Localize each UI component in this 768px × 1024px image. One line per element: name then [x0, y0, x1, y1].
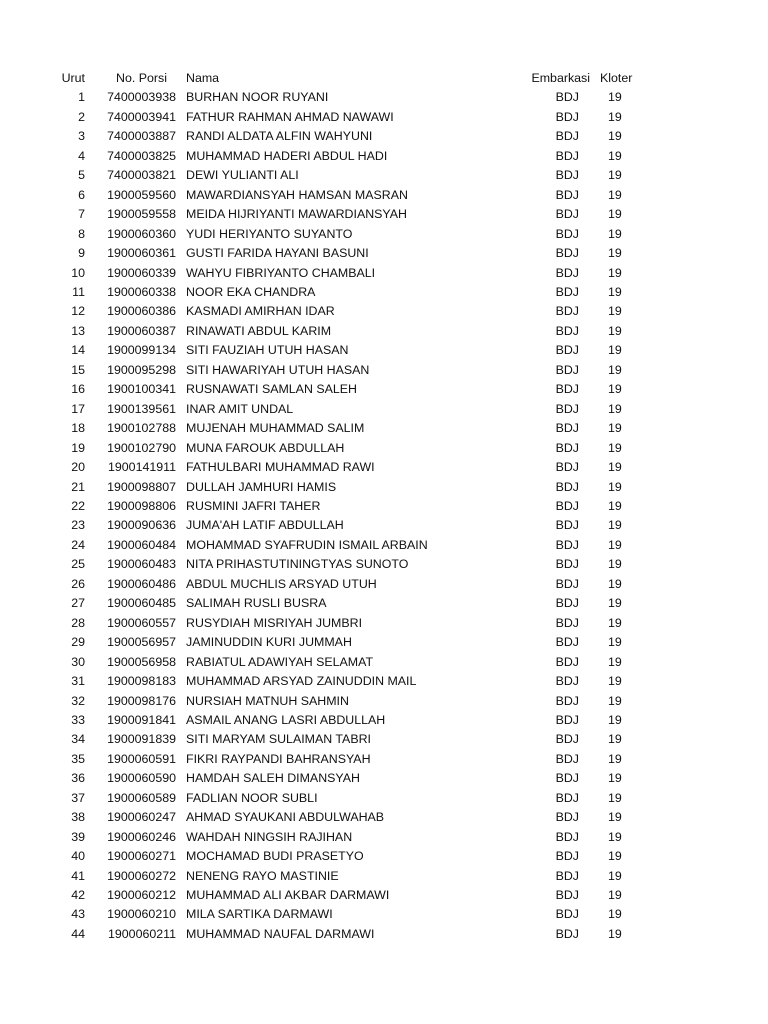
cell-embarkasi: BDJ	[555, 479, 579, 494]
cell-embarkasi: BDJ	[555, 907, 579, 922]
cell-no-porsi: 1900098183	[107, 674, 176, 689]
table-row	[0, 516, 640, 535]
cell-embarkasi: BDJ	[555, 751, 579, 766]
cell-no-porsi: 1900102790	[107, 440, 176, 455]
cell-no-porsi: 1900060246	[107, 829, 176, 844]
cell-embarkasi: BDJ	[555, 148, 579, 163]
cell-nama: DEWI YULIANTI ALI	[186, 168, 299, 183]
cell-nama: YUDI HERIYANTO SUYANTO	[186, 226, 353, 241]
cell-embarkasi: BDJ	[555, 109, 579, 124]
cell-nama: WAHYU FIBRIYANTO CHAMBALI	[186, 265, 376, 280]
table-row	[0, 692, 640, 711]
table-row	[0, 711, 640, 730]
table-row	[0, 380, 640, 399]
cell-kloter: 19	[608, 479, 622, 494]
cell-nama: FATHUR RAHMAN AHMAD NAWAWI	[186, 109, 394, 124]
cell-kloter: 19	[608, 888, 622, 903]
cell-no-porsi: 1900102788	[107, 421, 176, 436]
cell-urut: 8	[78, 226, 85, 241]
cell-no-porsi: 1900060484	[107, 537, 176, 552]
cell-nama: NITA PRIHASTUTININGTYAS SUNOTO	[186, 557, 409, 572]
cell-nama: MAWARDIANSYAH HAMSAN MASRAN	[186, 187, 408, 202]
cell-kloter: 19	[608, 829, 622, 844]
cell-urut: 14	[71, 343, 85, 358]
cell-no-porsi: 1900060212	[107, 888, 176, 903]
table-row	[0, 458, 640, 477]
cell-kloter: 19	[608, 440, 622, 455]
cell-nama: GUSTI FARIDA HAYANI BASUNI	[186, 246, 369, 261]
cell-no-porsi: 1900060485	[107, 596, 176, 611]
cell-kloter: 19	[608, 635, 622, 650]
cell-embarkasi: BDJ	[555, 693, 579, 708]
cell-urut: 34	[71, 732, 85, 747]
cell-no-porsi: 1900060211	[108, 926, 176, 941]
cell-embarkasi: BDJ	[555, 829, 579, 844]
table-row	[0, 400, 640, 419]
cell-embarkasi: BDJ	[555, 674, 579, 689]
table-row	[0, 769, 640, 788]
header-urut: Urut	[61, 71, 85, 85]
cell-no-porsi: 1900060483	[107, 557, 176, 572]
cell-no-porsi: 1900060557	[107, 615, 176, 630]
cell-urut: 13	[71, 323, 85, 338]
cell-embarkasi: BDJ	[555, 440, 579, 455]
cell-embarkasi: BDJ	[555, 557, 579, 572]
cell-urut: 4	[78, 148, 85, 163]
cell-nama: MUNA FAROUK ABDULLAH	[186, 440, 345, 455]
cell-nama: JUMA'AH LATIF ABDULLAH	[186, 518, 344, 533]
cell-nama: DULLAH JAMHURI HAMIS	[186, 479, 337, 494]
cell-no-porsi: 1900059558	[107, 207, 176, 222]
cell-nama: INAR AMIT UNDAL	[186, 401, 294, 416]
table-row	[0, 672, 640, 691]
cell-no-porsi: 1900060339	[107, 265, 176, 280]
cell-embarkasi: BDJ	[555, 323, 579, 338]
table-row	[0, 867, 640, 886]
table-row	[0, 925, 640, 944]
cell-embarkasi: BDJ	[555, 654, 579, 669]
cell-nama: RABIATUL ADAWIYAH SELAMAT	[186, 654, 374, 669]
cell-nama: HAMDAH SALEH DIMANSYAH	[186, 771, 360, 786]
cell-nama: ASMAIL ANANG LASRI ABDULLAH	[186, 712, 386, 727]
cell-kloter: 19	[608, 109, 622, 124]
cell-embarkasi: BDJ	[555, 382, 579, 397]
cell-embarkasi: BDJ	[555, 790, 579, 805]
cell-urut: 31	[71, 674, 85, 689]
cell-kloter: 19	[608, 343, 622, 358]
cell-kloter: 19	[608, 382, 622, 397]
cell-no-porsi: 1900060386	[107, 304, 176, 319]
cell-kloter: 19	[608, 148, 622, 163]
table-row	[0, 536, 640, 555]
cell-embarkasi: BDJ	[555, 712, 579, 727]
cell-urut: 26	[71, 576, 85, 591]
cell-nama: ABDUL MUCHLIS ARSYAD UTUH	[186, 576, 377, 591]
cell-nama: NENENG RAYO MASTINIE	[186, 868, 339, 883]
cell-kloter: 19	[608, 518, 622, 533]
cell-embarkasi: BDJ	[555, 460, 579, 475]
cell-embarkasi: BDJ	[555, 187, 579, 202]
cell-kloter: 19	[608, 187, 622, 202]
cell-kloter: 19	[608, 498, 622, 513]
cell-urut: 24	[71, 537, 85, 552]
cell-no-porsi: 1900060210	[107, 907, 176, 922]
cell-kloter: 19	[608, 421, 622, 436]
cell-embarkasi: BDJ	[555, 596, 579, 611]
cell-nama: SITI FAUZIAH UTUH HASAN	[186, 343, 349, 358]
cell-embarkasi: BDJ	[555, 518, 579, 533]
table-row	[0, 205, 640, 224]
cell-embarkasi: BDJ	[555, 421, 579, 436]
cell-nama: RUSYDIAH MISRIYAH JUMBRI	[186, 615, 363, 630]
cell-urut: 7	[78, 207, 85, 222]
cell-urut: 39	[71, 829, 85, 844]
cell-nama: AHMAD SYAUKANI ABDULWAHAB	[186, 810, 385, 825]
cell-urut: 36	[71, 771, 85, 786]
cell-no-porsi: 7400003821	[107, 168, 176, 183]
cell-urut: 32	[71, 693, 85, 708]
table-row	[0, 555, 640, 574]
table-row	[0, 789, 640, 808]
cell-kloter: 19	[608, 265, 622, 280]
cell-urut: 15	[71, 362, 85, 377]
cell-embarkasi: BDJ	[555, 868, 579, 883]
cell-urut: 1	[78, 90, 85, 105]
cell-no-porsi: 1900060271	[107, 849, 176, 864]
cell-urut: 29	[71, 635, 85, 650]
table-row	[0, 575, 640, 594]
cell-nama: SALIMAH RUSLI BUSRA	[186, 596, 327, 611]
cell-urut: 38	[71, 810, 85, 825]
cell-no-porsi: 1900060360	[107, 226, 176, 241]
table-header-row	[0, 69, 640, 88]
cell-embarkasi: BDJ	[555, 246, 579, 261]
pilgrim-list-sheet	[0, 69, 768, 944]
cell-urut: 5	[78, 168, 85, 183]
cell-kloter: 19	[608, 771, 622, 786]
table-row	[0, 341, 640, 360]
cell-kloter: 19	[608, 207, 622, 222]
table-row	[0, 847, 640, 866]
cell-kloter: 19	[608, 868, 622, 883]
table-row	[0, 244, 640, 263]
cell-kloter: 19	[608, 810, 622, 825]
cell-embarkasi: BDJ	[555, 129, 579, 144]
cell-nama: RANDI ALDATA ALFIN WAHYUNI	[186, 129, 373, 144]
cell-urut: 3	[78, 129, 85, 144]
cell-kloter: 19	[608, 732, 622, 747]
cell-kloter: 19	[608, 362, 622, 377]
cell-urut: 44	[71, 926, 85, 941]
cell-nama: MUJENAH MUHAMMAD SALIM	[186, 421, 365, 436]
cell-urut: 40	[71, 849, 85, 864]
table-row	[0, 633, 640, 652]
cell-nama: SITI MARYAM SULAIMAN TABRI	[186, 732, 371, 747]
cell-embarkasi: BDJ	[555, 771, 579, 786]
cell-embarkasi: BDJ	[555, 635, 579, 650]
cell-no-porsi: 1900060387	[107, 323, 176, 338]
cell-nama: MUHAMMAD NAUFAL DARMAWI	[186, 926, 375, 941]
cell-kloter: 19	[608, 926, 622, 941]
cell-urut: 2	[78, 109, 85, 124]
cell-no-porsi: 1900060591	[107, 751, 176, 766]
cell-urut: 25	[71, 557, 85, 572]
cell-nama: MUHAMMAD ALI AKBAR DARMAWI	[186, 888, 390, 903]
cell-urut: 17	[71, 401, 85, 416]
cell-no-porsi: 7400003938	[107, 90, 176, 105]
cell-embarkasi: BDJ	[555, 615, 579, 630]
cell-no-porsi: 7400003887	[107, 129, 176, 144]
cell-nama: RINAWATI ABDUL KARIM	[186, 323, 332, 338]
cell-urut: 6	[78, 187, 85, 202]
cell-embarkasi: BDJ	[555, 362, 579, 377]
cell-kloter: 19	[608, 654, 622, 669]
cell-kloter: 19	[608, 849, 622, 864]
cell-urut: 9	[78, 246, 85, 261]
cell-nama: NURSIAH MATNUH SAHMIN	[186, 693, 349, 708]
cell-kloter: 19	[608, 751, 622, 766]
cell-kloter: 19	[608, 712, 622, 727]
cell-kloter: 19	[608, 907, 622, 922]
cell-kloter: 19	[608, 246, 622, 261]
cell-kloter: 19	[608, 596, 622, 611]
cell-kloter: 19	[608, 323, 622, 338]
cell-no-porsi: 1900060589	[107, 790, 176, 805]
header-embarkasi: Embarkasi	[531, 71, 590, 85]
cell-urut: 30	[71, 654, 85, 669]
cell-embarkasi: BDJ	[555, 498, 579, 513]
cell-nama: RUSNAWATI SAMLAN SALEH	[186, 382, 357, 397]
cell-kloter: 19	[608, 168, 622, 183]
cell-nama: MUHAMMAD ARSYAD ZAINUDDIN MAIL	[186, 674, 417, 689]
cell-no-porsi: 1900098806	[107, 498, 176, 513]
cell-embarkasi: BDJ	[555, 401, 579, 416]
cell-urut: 22	[71, 498, 85, 513]
cell-embarkasi: BDJ	[555, 537, 579, 552]
cell-embarkasi: BDJ	[555, 926, 579, 941]
cell-nama: SITI HAWARIYAH UTUH HASAN	[186, 362, 370, 377]
cell-no-porsi: 1900091839	[107, 732, 176, 747]
cell-no-porsi: 1900100341	[107, 382, 176, 397]
cell-embarkasi: BDJ	[555, 576, 579, 591]
header-no-porsi: No. Porsi	[116, 71, 167, 85]
cell-nama: RUSMINI JAFRI TAHER	[186, 498, 321, 513]
cell-no-porsi: 1900060338	[107, 284, 176, 299]
table-row	[0, 808, 640, 827]
cell-urut: 18	[71, 421, 85, 436]
table-row	[0, 361, 640, 380]
table-row	[0, 264, 640, 283]
cell-nama: JAMINUDDIN KURI JUMMAH	[186, 635, 352, 650]
cell-urut: 35	[71, 751, 85, 766]
cell-no-porsi: 1900141911	[108, 460, 176, 475]
table-row	[0, 750, 640, 769]
table-row	[0, 147, 640, 166]
cell-embarkasi: BDJ	[555, 265, 579, 280]
cell-no-porsi: 1900060361	[107, 246, 176, 261]
cell-kloter: 19	[608, 537, 622, 552]
table-row	[0, 478, 640, 497]
cell-nama: FIKRI RAYPANDI BAHRANSYAH	[186, 751, 371, 766]
cell-nama: MEIDA HIJRIYANTI MAWARDIANSYAH	[186, 207, 407, 222]
table-row	[0, 439, 640, 458]
cell-kloter: 19	[608, 674, 622, 689]
cell-nama: MOHAMMAD SYAFRUDIN ISMAIL ARBAIN	[186, 537, 428, 552]
cell-urut: 11	[72, 284, 85, 299]
cell-urut: 42	[71, 888, 85, 903]
cell-no-porsi: 1900091841	[107, 712, 176, 727]
cell-kloter: 19	[608, 615, 622, 630]
header-kloter: Kloter	[600, 71, 633, 85]
cell-kloter: 19	[608, 226, 622, 241]
table-row	[0, 166, 640, 185]
cell-kloter: 19	[608, 557, 622, 572]
cell-no-porsi: 1900059560	[107, 187, 176, 202]
cell-urut: 27	[71, 596, 85, 611]
cell-embarkasi: BDJ	[555, 304, 579, 319]
table-row	[0, 127, 640, 146]
cell-kloter: 19	[608, 460, 622, 475]
cell-nama: FADLIAN NOOR SUBLI	[186, 790, 318, 805]
cell-urut: 21	[71, 479, 85, 494]
cell-no-porsi: 1900095298	[107, 362, 176, 377]
table-row	[0, 419, 640, 438]
cell-no-porsi: 1900090636	[107, 518, 176, 533]
cell-no-porsi: 1900098176	[107, 693, 176, 708]
cell-kloter: 19	[608, 304, 622, 319]
table-row	[0, 497, 640, 516]
cell-urut: 33	[71, 712, 85, 727]
cell-embarkasi: BDJ	[555, 168, 579, 183]
cell-embarkasi: BDJ	[555, 90, 579, 105]
table-row	[0, 614, 640, 633]
cell-nama: MUHAMMAD HADERI ABDUL HADI	[186, 148, 388, 163]
table-row	[0, 283, 640, 302]
cell-nama: FATHULBARI MUHAMMAD RAWI	[186, 460, 375, 475]
cell-urut: 43	[71, 907, 85, 922]
cell-urut: 37	[71, 790, 85, 805]
cell-nama: WAHDAH NINGSIH RAJIHAN	[186, 829, 353, 844]
cell-kloter: 19	[608, 90, 622, 105]
cell-no-porsi: 1900060486	[107, 576, 176, 591]
table-row	[0, 186, 640, 205]
header-nama: Nama	[186, 71, 220, 85]
table-row	[0, 828, 640, 847]
table-body	[0, 88, 640, 944]
table-row	[0, 730, 640, 749]
cell-embarkasi: BDJ	[555, 849, 579, 864]
cell-urut: 16	[71, 382, 85, 397]
cell-urut: 20	[71, 460, 85, 475]
cell-urut: 12	[71, 304, 85, 319]
cell-nama: NOOR EKA CHANDRA	[186, 284, 316, 299]
cell-no-porsi: 1900098807	[107, 479, 176, 494]
table-row	[0, 594, 640, 613]
cell-embarkasi: BDJ	[555, 732, 579, 747]
cell-nama: MILA SARTIKA DARMAWI	[186, 907, 333, 922]
cell-embarkasi: BDJ	[555, 284, 579, 299]
table-row	[0, 88, 640, 107]
table-row	[0, 905, 640, 924]
cell-kloter: 19	[608, 401, 622, 416]
cell-embarkasi: BDJ	[555, 810, 579, 825]
table-row	[0, 322, 640, 341]
table-row	[0, 225, 640, 244]
cell-embarkasi: BDJ	[555, 888, 579, 903]
table-row	[0, 886, 640, 905]
cell-kloter: 19	[608, 693, 622, 708]
cell-embarkasi: BDJ	[555, 343, 579, 358]
table-row	[0, 653, 640, 672]
cell-kloter: 19	[608, 576, 622, 591]
cell-no-porsi: 7400003941	[107, 109, 176, 124]
table-row	[0, 302, 640, 321]
cell-no-porsi: 1900099134	[107, 343, 176, 358]
cell-no-porsi: 1900060247	[107, 810, 176, 825]
cell-kloter: 19	[608, 790, 622, 805]
cell-no-porsi: 7400003825	[107, 148, 176, 163]
cell-urut: 41	[71, 868, 85, 883]
cell-urut: 10	[71, 265, 85, 280]
cell-kloter: 19	[608, 129, 622, 144]
cell-nama: KASMADI AMIRHAN IDAR	[186, 304, 335, 319]
table-row	[0, 108, 640, 127]
cell-kloter: 19	[608, 284, 622, 299]
cell-nama: BURHAN NOOR RUYANI	[186, 90, 329, 105]
cell-no-porsi: 1900056957	[107, 635, 176, 650]
cell-no-porsi: 1900060590	[107, 771, 176, 786]
cell-embarkasi: BDJ	[555, 226, 579, 241]
cell-embarkasi: BDJ	[555, 207, 579, 222]
cell-urut: 19	[71, 440, 85, 455]
cell-urut: 28	[71, 615, 85, 630]
cell-no-porsi: 1900056958	[107, 654, 176, 669]
cell-nama: MOCHAMAD BUDI PRASETYO	[186, 849, 364, 864]
cell-urut: 23	[71, 518, 85, 533]
pilgrim-table	[0, 69, 640, 944]
cell-no-porsi: 1900139561	[107, 401, 176, 416]
cell-no-porsi: 1900060272	[107, 868, 176, 883]
